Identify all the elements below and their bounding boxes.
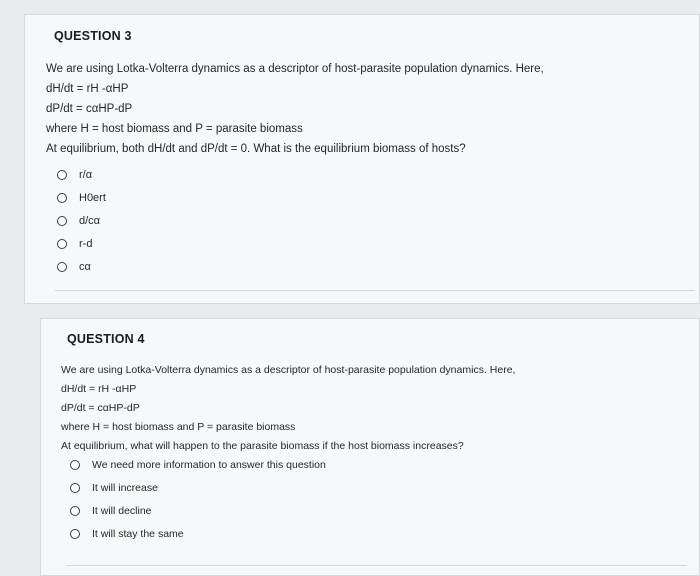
question-4-line-intro: We are using Lotka-Volterra dynamics as a descriptor of host-parasite population dynamics. Here, <box>61 364 516 376</box>
question-3-title: QUESTION 3 <box>54 29 132 43</box>
question-3-option-3[interactable] <box>57 209 106 232</box>
question-4-option-2[interactable] <box>70 476 326 499</box>
question-4-line-dhdt: dH/dt = rH -αHP <box>61 383 137 395</box>
option-label: It will stay the same <box>92 527 184 540</box>
radio-button[interactable] <box>70 460 80 470</box>
option-label: r-d <box>79 237 93 250</box>
radio-button[interactable] <box>57 262 67 272</box>
radio-button[interactable] <box>70 506 80 516</box>
option-label: r/α <box>79 168 93 181</box>
radio-button[interactable] <box>57 216 67 226</box>
question-4-option-3[interactable] <box>70 499 326 522</box>
question-3-option-1[interactable] <box>57 163 106 186</box>
question-3-line-dpdt: dP/dt = cαHP-dP <box>46 103 133 115</box>
question-3-option-4[interactable] <box>57 232 106 255</box>
option-label: cα <box>79 260 91 273</box>
question-4-option-1[interactable] <box>70 453 326 476</box>
question-3-line-intro: We are using Lotka-Volterra dynamics as a descriptor of host-parasite population dynamics. Here, <box>46 63 544 75</box>
question-3-options <box>57 163 106 278</box>
question-3-line-where: where H = host biomass and P = parasite biomass <box>46 123 303 135</box>
option-label: It will increase <box>92 481 158 494</box>
question-4-options <box>70 453 326 545</box>
option-label: It will decline <box>92 504 152 517</box>
question-3-option-5[interactable] <box>57 255 106 278</box>
radio-button[interactable] <box>70 483 80 493</box>
option-label: H0ert <box>79 191 106 204</box>
option-label: d/cα <box>79 214 101 227</box>
question-3-line-prompt: At equilibrium, both dH/dt and dP/dt = 0. What is the equilibrium biomass of hosts? <box>46 143 466 155</box>
question-3-line-dhdt: dH/dt = rH -αHP <box>46 83 129 95</box>
question-4-panel <box>40 318 700 576</box>
question-4-line-prompt: At equilibrium, what will happen to the parasite biomass if the host biomass increases? <box>61 440 464 452</box>
question-4-title: QUESTION 4 <box>67 332 145 346</box>
radio-button[interactable] <box>57 239 67 249</box>
question-3-option-2[interactable] <box>57 186 106 209</box>
question-3-stem <box>46 59 544 159</box>
question-4-option-4[interactable] <box>70 522 326 545</box>
radio-button[interactable] <box>57 193 67 203</box>
question-4-line-dpdt: dP/dt = cαHP-dP <box>61 402 140 414</box>
question-3-divider <box>55 290 695 291</box>
question-4-divider <box>67 565 687 566</box>
radio-button[interactable] <box>57 170 67 180</box>
question-4-line-where: where H = host biomass and P = parasite biomass <box>61 421 296 433</box>
question-4-stem <box>61 361 515 456</box>
option-label: We need more information to answer this question <box>92 458 326 471</box>
question-3-panel <box>24 14 700 304</box>
radio-button[interactable] <box>70 529 80 539</box>
